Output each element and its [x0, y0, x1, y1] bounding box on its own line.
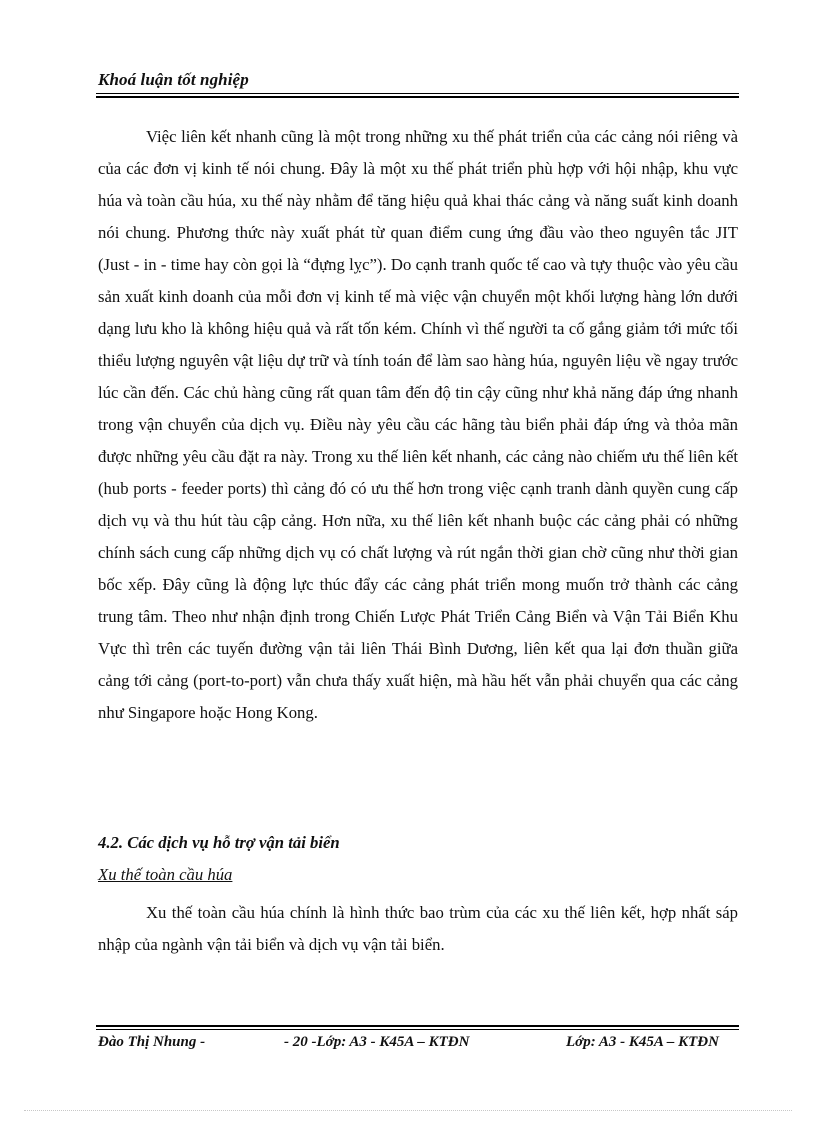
paragraph: Xu thế toàn cầu húa chính là hình thức bao trùm của các xu thế liên kết, hợp nhất sáp nhập của ngành vận tải biển và dịch vụ vận tải biển. [98, 903, 738, 954]
header-title: Khoá luận tốt nghiệp [98, 70, 249, 89]
paragraph-2 [98, 897, 738, 961]
footer-rule-thick [96, 1025, 739, 1027]
header-rule-thin [96, 93, 739, 94]
footer-page-class: - 20 -Lớp: A3 - K45A – KTĐN [284, 1034, 470, 1050]
section-heading: 4.2. Các dịch vụ hỗ trợ vận tải biển [98, 833, 340, 852]
footer-author: Đào Thị Nhung - [98, 1034, 206, 1050]
body-text [98, 121, 738, 729]
footer-class-right: Lớp: A3 - K45A – KTĐN [566, 1034, 719, 1050]
paragraph: Việc liên kết nhanh cũng là một trong những xu thế phát triển của các cảng nói riêng và của các đơn vị kinh tế nói chung. Đây là một xu thế phát triển phù hợp với hội nhập, khu vực húa và toàn cầu húa, xu thế này nhằm để tăng hiệu quả khai thác cảng và năng suất kinh doanh nói chung. Phương thức này xuất phát từ quan điểm cung ứng đầu vào theo nguyên tắc JIT (Just - in - time hay còn gọi là “đựng lỵc”). Do cạnh tranh quốc tế cao và tựy thuộc vào yêu cầu sản xuất kinh doanh của mỗi đơn vị kinh tế mà việc vận chuyển một khối lượng hàng lớn dưới dạng lưu kho là không hiệu quả và rất tốn kém. Chính vì thế người ta cố gắng giảm tới mức tối thiểu lượng nguyên vật liệu dự trữ và tính toán để làm sao hàng húa, nguyên liệu về ngay trước lúc cần đến. Các chủ hàng cũng rất quan tâm đến độ tin cậy cũng như khả năng đáp ứng nhanh trong vận chuyển của dịch vụ. Điều này yêu cầu các hãng tàu biển phải đáp ứng và thỏa mãn được những yêu cầu đặt ra này. Trong xu thế liên kết nhanh, các cảng nào chiếm ưu thế liên kết (hub ports - feeder ports) thì cảng đó có ưu thế hơn trong việc cạnh tranh dành quyền cung cấp dịch vụ và thu hút tàu cập cảng. Hơn nữa, xu thế liên kết nhanh buộc các cảng phải có những chính sách cung cấp những dịch vụ có chất lượng và rút ngắn thời gian chờ cũng như thời gian bốc xếp. Đây cũng là động lực thúc đẩy các cảng phát triển mong muốn trở thành các cảng trung tâm. Theo như nhận định trong Chiến Lược Phát Triển Cảng Biển và Vận Tải Biển Khu Vực thì trên các tuyến đường vận tải liên Thái Bình Dương, liên kết qua lại đơn thuần giữa cảng tới cảng (port-to-port) vẫn chưa thấy xuất hiện, mà hầu hết vẫn phải chuyển qua các cảng như Singapore hoặc Hong Kong. [98, 127, 738, 722]
subheading: Xu thế toàn cầu húa [98, 865, 233, 884]
page-bottom-dotted-line [24, 1110, 792, 1111]
footer-rule-thin [96, 1029, 739, 1030]
header-rule-thick [96, 96, 739, 98]
